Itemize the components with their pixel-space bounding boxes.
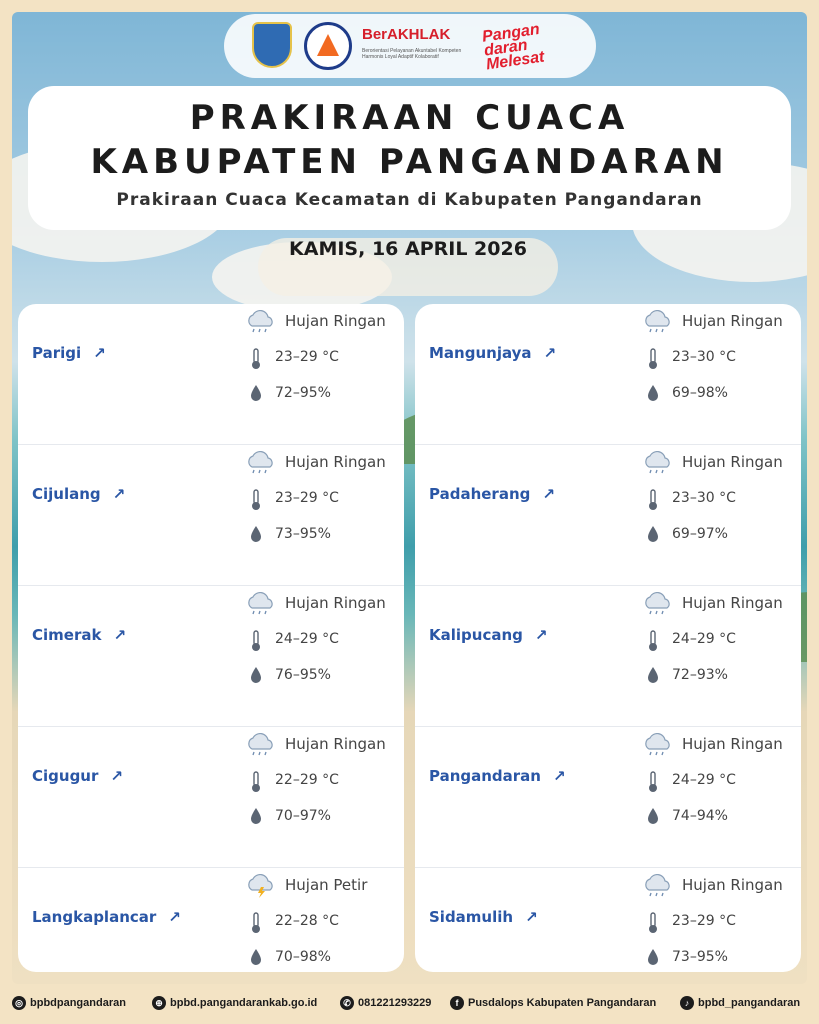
temperature-range: 24–29 °C <box>672 631 736 647</box>
temperature-range: 24–29 °C <box>275 631 339 647</box>
weather-condition: Hujan Ringan <box>285 735 386 753</box>
rain-cloud-icon <box>641 451 675 475</box>
district-row <box>18 445 404 586</box>
district-row <box>18 304 404 445</box>
district-row <box>18 868 404 972</box>
thermometer-icon <box>249 348 263 370</box>
district-link[interactable] <box>32 908 181 926</box>
rain-cloud-icon <box>641 310 675 334</box>
district-name: Langkaplancar <box>32 908 157 926</box>
district-link[interactable] <box>429 908 538 926</box>
humidity-drop-icon <box>249 525 263 543</box>
temperature-range: 23–29 °C <box>672 913 736 929</box>
rain-cloud-icon <box>244 733 278 757</box>
district-name: Padaherang <box>429 485 531 503</box>
humidity-range: 73–95% <box>672 949 728 965</box>
thermometer-icon <box>646 348 660 370</box>
district-name: Mangunjaya <box>429 344 532 362</box>
footer-website[interactable] <box>152 996 317 1010</box>
temperature-range: 22–28 °C <box>275 913 339 929</box>
date-badge: KAMIS, 16 APRIL 2026 <box>258 238 558 296</box>
district-link[interactable] <box>429 767 566 785</box>
district-link[interactable] <box>429 485 555 503</box>
thermometer-icon <box>646 630 660 652</box>
page-subtitle: Prakiraan Cuaca Kecamatan di Kabupaten Pangandaran <box>116 190 703 210</box>
weather-condition: Hujan Ringan <box>682 594 783 612</box>
rain-cloud-icon <box>244 592 278 616</box>
district-link[interactable] <box>429 344 556 362</box>
rain-cloud-icon <box>641 733 675 757</box>
humidity-drop-icon <box>646 525 660 543</box>
kabupaten-crest-icon <box>252 22 292 68</box>
external-link-icon: ↗ <box>113 626 127 644</box>
external-link-icon: ↗ <box>542 485 555 503</box>
temperature-range: 24–29 °C <box>672 772 736 788</box>
forecast-panel-right <box>415 304 801 972</box>
district-link[interactable] <box>32 767 123 785</box>
district-row <box>18 727 404 868</box>
rain-cloud-icon <box>244 310 278 334</box>
footer-website-label: bpbd.pangandarankab.go.id <box>170 996 318 1009</box>
footer <box>0 984 819 1024</box>
district-name: Cigugur <box>32 767 99 785</box>
humidity-range: 72–93% <box>672 667 728 683</box>
humidity-drop-icon <box>249 948 263 966</box>
temperature-range: 23–29 °C <box>275 349 339 365</box>
humidity-range: 74–94% <box>672 808 728 824</box>
district-name: Kalipucang <box>429 626 523 644</box>
pangandaran-melesat-logo: Pangan daran Melesat <box>481 20 546 74</box>
external-link-icon: ↗ <box>93 344 106 362</box>
external-link-icon: ↗ <box>112 485 126 503</box>
tiktok-icon: ♪ <box>680 996 694 1010</box>
thermometer-icon <box>249 489 263 511</box>
district-row <box>415 586 801 727</box>
footer-instagram-label: bpbdpangandaran <box>30 996 126 1009</box>
humidity-drop-icon <box>646 807 660 825</box>
temperature-range: 23–30 °C <box>672 490 736 506</box>
district-row <box>415 304 801 445</box>
rain-cloud-icon <box>641 592 675 616</box>
external-link-icon: ↗ <box>168 908 181 926</box>
district-link[interactable] <box>32 485 125 503</box>
humidity-range: 76–95% <box>275 667 331 683</box>
thermometer-icon <box>249 771 263 793</box>
district-row <box>415 445 801 586</box>
external-link-icon: ↗ <box>525 908 538 926</box>
facebook-icon: f <box>450 996 464 1010</box>
footer-facebook[interactable] <box>450 996 656 1010</box>
district-name: Cijulang <box>32 485 101 503</box>
humidity-drop-icon <box>249 807 263 825</box>
forecast-panel-left <box>18 304 404 972</box>
district-link[interactable] <box>32 344 106 362</box>
temperature-range: 23–30 °C <box>672 349 736 365</box>
district-row <box>415 727 801 868</box>
humidity-range: 69–98% <box>672 385 728 401</box>
external-link-icon: ↗ <box>553 767 566 785</box>
humidity-drop-icon <box>646 948 660 966</box>
humidity-range: 70–97% <box>275 808 331 824</box>
humidity-range: 70–98% <box>275 949 331 965</box>
district-name: Cimerak <box>32 626 102 644</box>
logo-bar <box>224 14 596 78</box>
district-link[interactable] <box>429 626 547 644</box>
weather-condition: Hujan Ringan <box>682 876 783 894</box>
thermometer-icon <box>249 912 263 934</box>
thermometer-icon <box>646 771 660 793</box>
footer-whatsapp[interactable] <box>340 996 431 1010</box>
rain-cloud-icon <box>641 874 675 898</box>
humidity-drop-icon <box>249 666 263 684</box>
district-name: Pangandaran <box>429 767 541 785</box>
humidity-range: 73–95% <box>275 526 331 542</box>
weather-condition: Hujan Ringan <box>682 453 783 471</box>
humidity-range: 72–95% <box>275 385 331 401</box>
thermometer-icon <box>646 489 660 511</box>
district-link[interactable] <box>32 626 126 644</box>
weather-condition: Hujan Ringan <box>285 453 386 471</box>
weather-condition: Hujan Ringan <box>285 312 386 330</box>
bpbd-logo-icon <box>304 22 352 70</box>
humidity-drop-icon <box>249 384 263 402</box>
footer-tiktok-label: bpbd_pangandaran <box>698 996 801 1009</box>
footer-facebook-label: Pusdalops Kabupaten Pangandaran <box>468 996 657 1009</box>
globe-icon: ⊕ <box>152 996 166 1010</box>
district-row <box>415 868 801 972</box>
district-name: Sidamulih <box>429 908 514 926</box>
external-link-icon: ↗ <box>534 626 548 644</box>
humidity-drop-icon <box>646 666 660 684</box>
external-link-icon: ↗ <box>110 767 123 785</box>
berakhlak-logo: BerAKHLAK <box>362 26 451 43</box>
weather-condition: Hujan Ringan <box>682 312 783 330</box>
title-card <box>28 86 791 230</box>
footer-tiktok[interactable] <box>680 996 800 1010</box>
thermometer-icon <box>646 912 660 934</box>
footer-instagram[interactable] <box>12 996 126 1010</box>
district-name: Parigi <box>32 344 82 362</box>
instagram-icon: ◎ <box>12 996 26 1010</box>
thunder-cloud-icon <box>244 874 278 898</box>
temperature-range: 23–29 °C <box>275 490 339 506</box>
district-row <box>18 586 404 727</box>
weather-condition: Hujan Ringan <box>682 735 783 753</box>
humidity-range: 69–97% <box>672 526 728 542</box>
footer-whatsapp-label: 081221293229 <box>358 996 432 1009</box>
temperature-range: 22–29 °C <box>275 772 339 788</box>
rain-cloud-icon <box>244 451 278 475</box>
berakhlak-tagline: Berorientasi Pelayanan Akuntabel Kompeten Harmonis Loyal Adaptif Kolaboratif <box>362 48 462 60</box>
page-title-line2: KABUPATEN PANGANDARAN <box>90 142 729 182</box>
humidity-drop-icon <box>646 384 660 402</box>
thermometer-icon <box>249 630 263 652</box>
weather-condition: Hujan Petir <box>285 876 368 894</box>
external-link-icon: ↗ <box>543 344 557 362</box>
weather-condition: Hujan Ringan <box>285 594 386 612</box>
whatsapp-icon: ✆ <box>340 996 354 1010</box>
page-title-line1: PRAKIRAAN CUACA <box>189 98 630 138</box>
